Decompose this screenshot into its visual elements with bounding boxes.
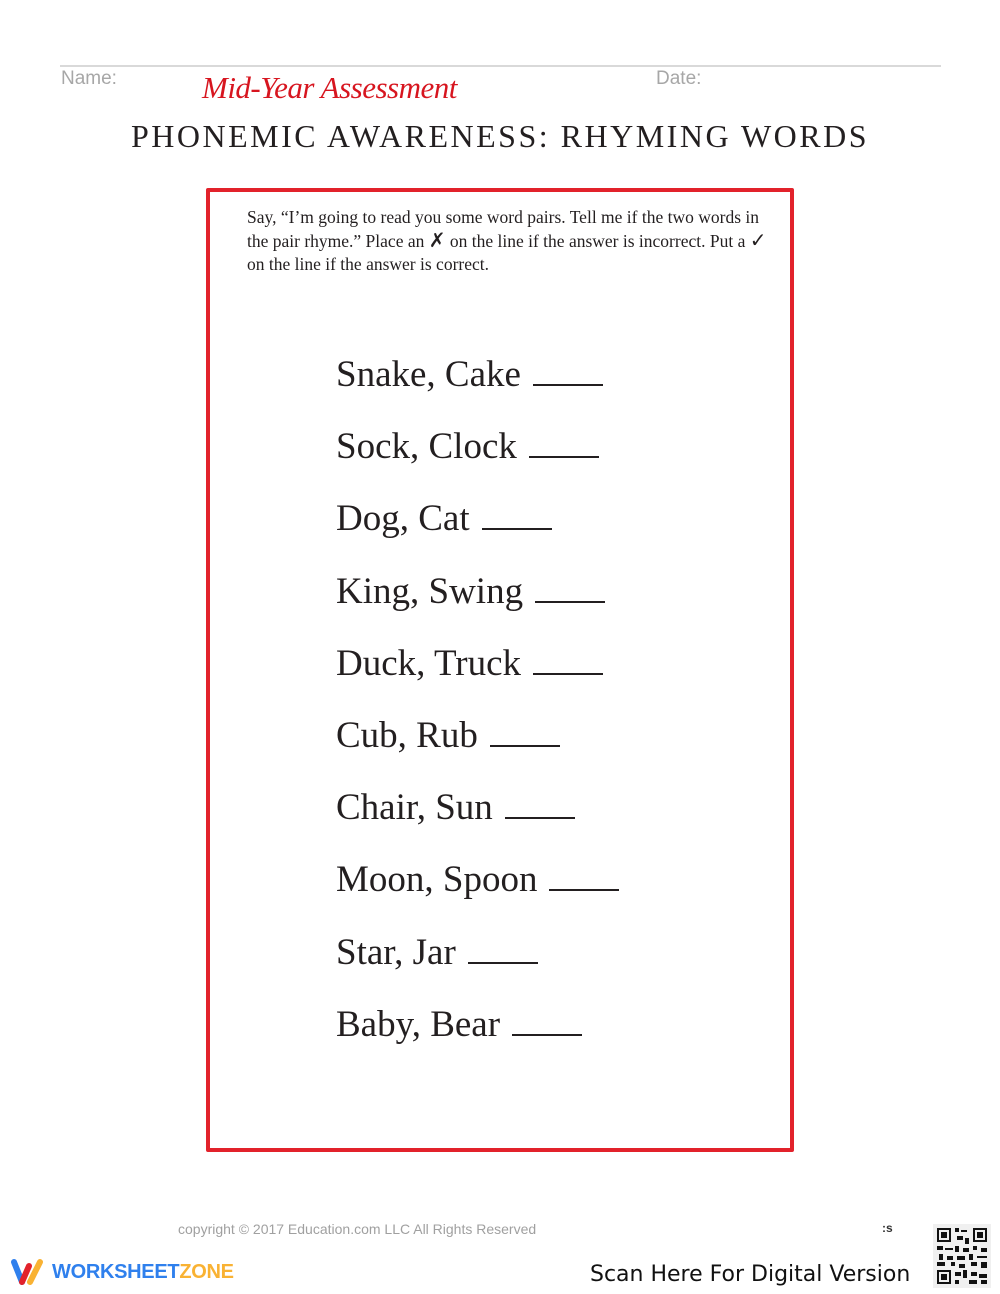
date-label: Date: [656,68,702,89]
word-pair-text: Duck, Truck [336,642,522,684]
word-pair-text: Sock, Clock [336,426,517,468]
word-pair-text: Dog, Cat [336,498,470,540]
header-rule [60,65,941,67]
scan-instruction: Scan Here For Digital Version [590,1262,911,1287]
answer-blank[interactable] [468,932,538,964]
word-pair-text: King, Swing [336,570,524,612]
word-pair-item [336,494,619,566]
stray-text: :s [882,1221,893,1235]
qr-code-icon[interactable] [933,1224,991,1288]
word-pair-text: Chair, Sun [336,787,493,829]
logo-text [52,1261,234,1284]
copyright-text: copyright © 2017 Education.com LLC All Rights Reserved [178,1221,537,1237]
assessment-subtitle: Mid-Year Assessment [202,70,457,105]
word-pair-item [336,422,619,494]
word-pair-text: Baby, Bear [336,1003,501,1045]
answer-blank[interactable] [533,643,603,675]
instructions-text-3: on the line if the answer is correct. [247,254,489,274]
answer-blank[interactable] [505,787,575,819]
word-pair-text: Cub, Rub [336,714,478,756]
word-pair-item [336,855,619,927]
answer-blank[interactable] [533,354,603,386]
word-pair-item [336,783,619,855]
page-title: PHONEMIC AWARENESS: RHYMING WORDS [130,118,870,154]
answer-blank[interactable] [482,498,552,530]
instructions-text-2: on the line if the answer is incorrect. Put a [449,231,746,251]
worksheetzone-logo[interactable] [10,1258,234,1286]
word-pair-item [336,711,619,783]
logo-text-zone: ZONE [179,1260,234,1283]
answer-blank[interactable] [549,859,619,891]
answer-blank[interactable] [512,1004,582,1036]
check-mark-icon: ✓ [749,228,767,252]
instructions [247,206,767,276]
answer-blank[interactable] [529,426,599,458]
name-label: Name: [61,68,117,89]
word-pair-item [336,928,619,1000]
answer-blank[interactable] [535,571,605,603]
word-pair-item [336,1000,619,1072]
word-pair-text: Star, Jar [336,931,456,973]
answer-blank[interactable] [490,715,560,747]
word-pair-item [336,639,619,711]
word-pair-list [336,350,619,1072]
worksheetzone-logo-icon [10,1258,46,1286]
word-pair-item [336,567,619,639]
word-pair-text: Snake, Cake [336,354,521,395]
word-pair-text: Moon, Spoon [336,859,538,901]
logo-text-worksheet: WORKSHEET [52,1260,180,1283]
word-pair-item [336,350,619,422]
instructions-text-1: Say, “I’m going to read you some word pairs. Tell me if the two words in the pair rhyme.” Place an [247,207,760,251]
x-mark-icon: ✗ [428,228,446,252]
